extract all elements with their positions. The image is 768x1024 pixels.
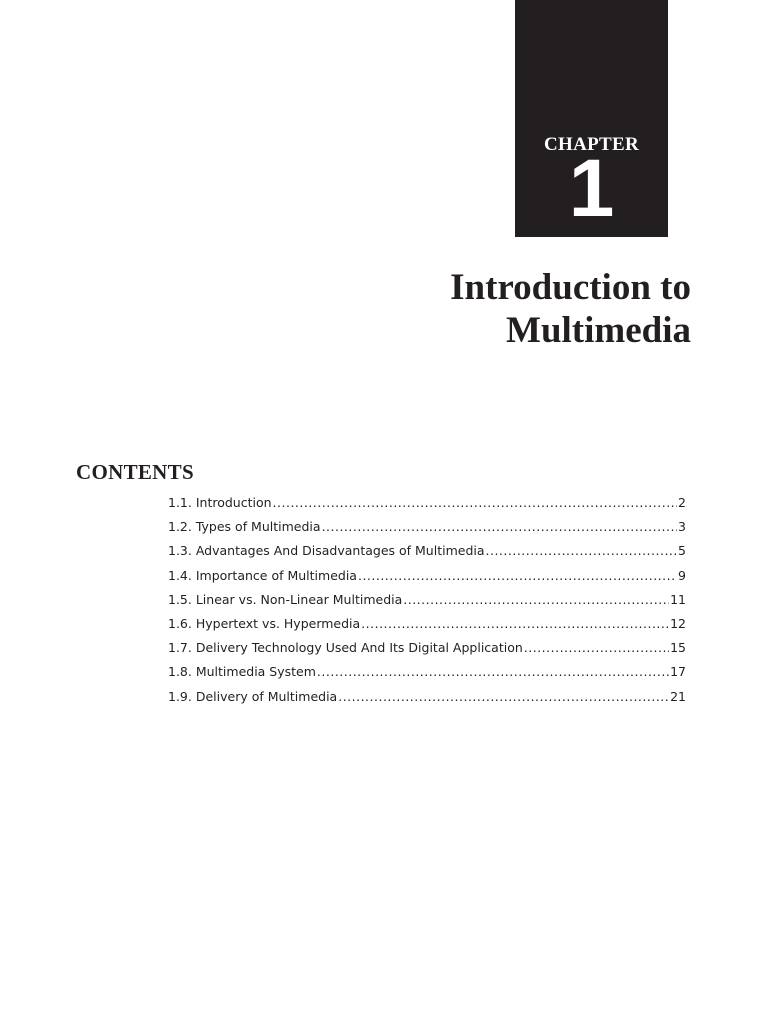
toc-dot-leader [403, 588, 669, 612]
toc-number: 1.2. [168, 519, 192, 535]
toc-title: Linear vs. Non-Linear Multimedia [195, 591, 403, 607]
toc-page-number: 2 [678, 495, 686, 510]
toc-number: 1.8. [168, 664, 192, 680]
toc-dot-leader [524, 636, 669, 660]
toc-number: 1.4. [168, 567, 192, 583]
toc-number: 1.7. [168, 640, 192, 656]
toc-number: 1.1. [168, 495, 192, 510]
toc-entry-1-8[interactable] [168, 660, 686, 684]
toc-number: 1.5. [168, 591, 192, 607]
table-of-contents [168, 491, 686, 709]
chapter-title-line-1: Introduction to [450, 267, 691, 308]
toc-title: Delivery of Multimedia [195, 688, 338, 704]
toc-title: Introduction [195, 495, 272, 510]
toc-number: 1.6. [168, 615, 192, 631]
toc-title: Types of Multimedia [195, 519, 321, 535]
toc-title: Multimedia System [195, 664, 316, 680]
toc-page-number: 12 [670, 615, 686, 631]
toc-title: Importance of Multimedia [195, 567, 357, 583]
toc-page-number: 9 [678, 567, 686, 583]
chapter-number: 1 [568, 143, 615, 234]
toc-entry-1-7[interactable] [168, 636, 686, 660]
toc-entry-1-3[interactable] [168, 539, 686, 563]
toc-title: Hypertext vs. Hypermedia [195, 615, 361, 631]
chapter-title [271, 266, 691, 352]
toc-entry-1-4[interactable] [168, 564, 686, 588]
toc-entry-1-6[interactable] [168, 612, 686, 636]
toc-page-number: 17 [670, 664, 686, 680]
toc-dot-leader [317, 660, 669, 684]
toc-number: 1.3. [168, 543, 192, 559]
toc-dot-leader [361, 612, 669, 636]
toc-dot-leader [486, 539, 678, 563]
toc-entry-1-5[interactable] [168, 588, 686, 612]
toc-dot-leader [273, 491, 678, 515]
toc-dot-leader [322, 515, 677, 539]
chapter-label: CHAPTER [544, 134, 639, 155]
toc-page-number: 5 [678, 543, 686, 559]
toc-entry-1-1[interactable] [168, 491, 686, 515]
toc-dot-leader [338, 685, 669, 709]
toc-title: Delivery Technology Used And Its Digital Application [195, 640, 523, 656]
toc-number: 1.9. [168, 688, 192, 704]
toc-page-number: 11 [670, 591, 686, 607]
toc-entry-1-2[interactable] [168, 515, 686, 539]
chapter-box [515, 0, 668, 237]
contents-heading: CONTENTS [76, 460, 194, 484]
toc-page-number: 21 [670, 688, 686, 704]
toc-page-number: 15 [670, 640, 686, 656]
toc-title: Advantages And Disadvantages of Multimedia [195, 543, 485, 559]
toc-page-number: 3 [678, 519, 686, 535]
toc-entry-1-9[interactable] [168, 685, 686, 709]
chapter-title-line-2: Multimedia [506, 310, 691, 351]
toc-dot-leader [358, 564, 677, 588]
